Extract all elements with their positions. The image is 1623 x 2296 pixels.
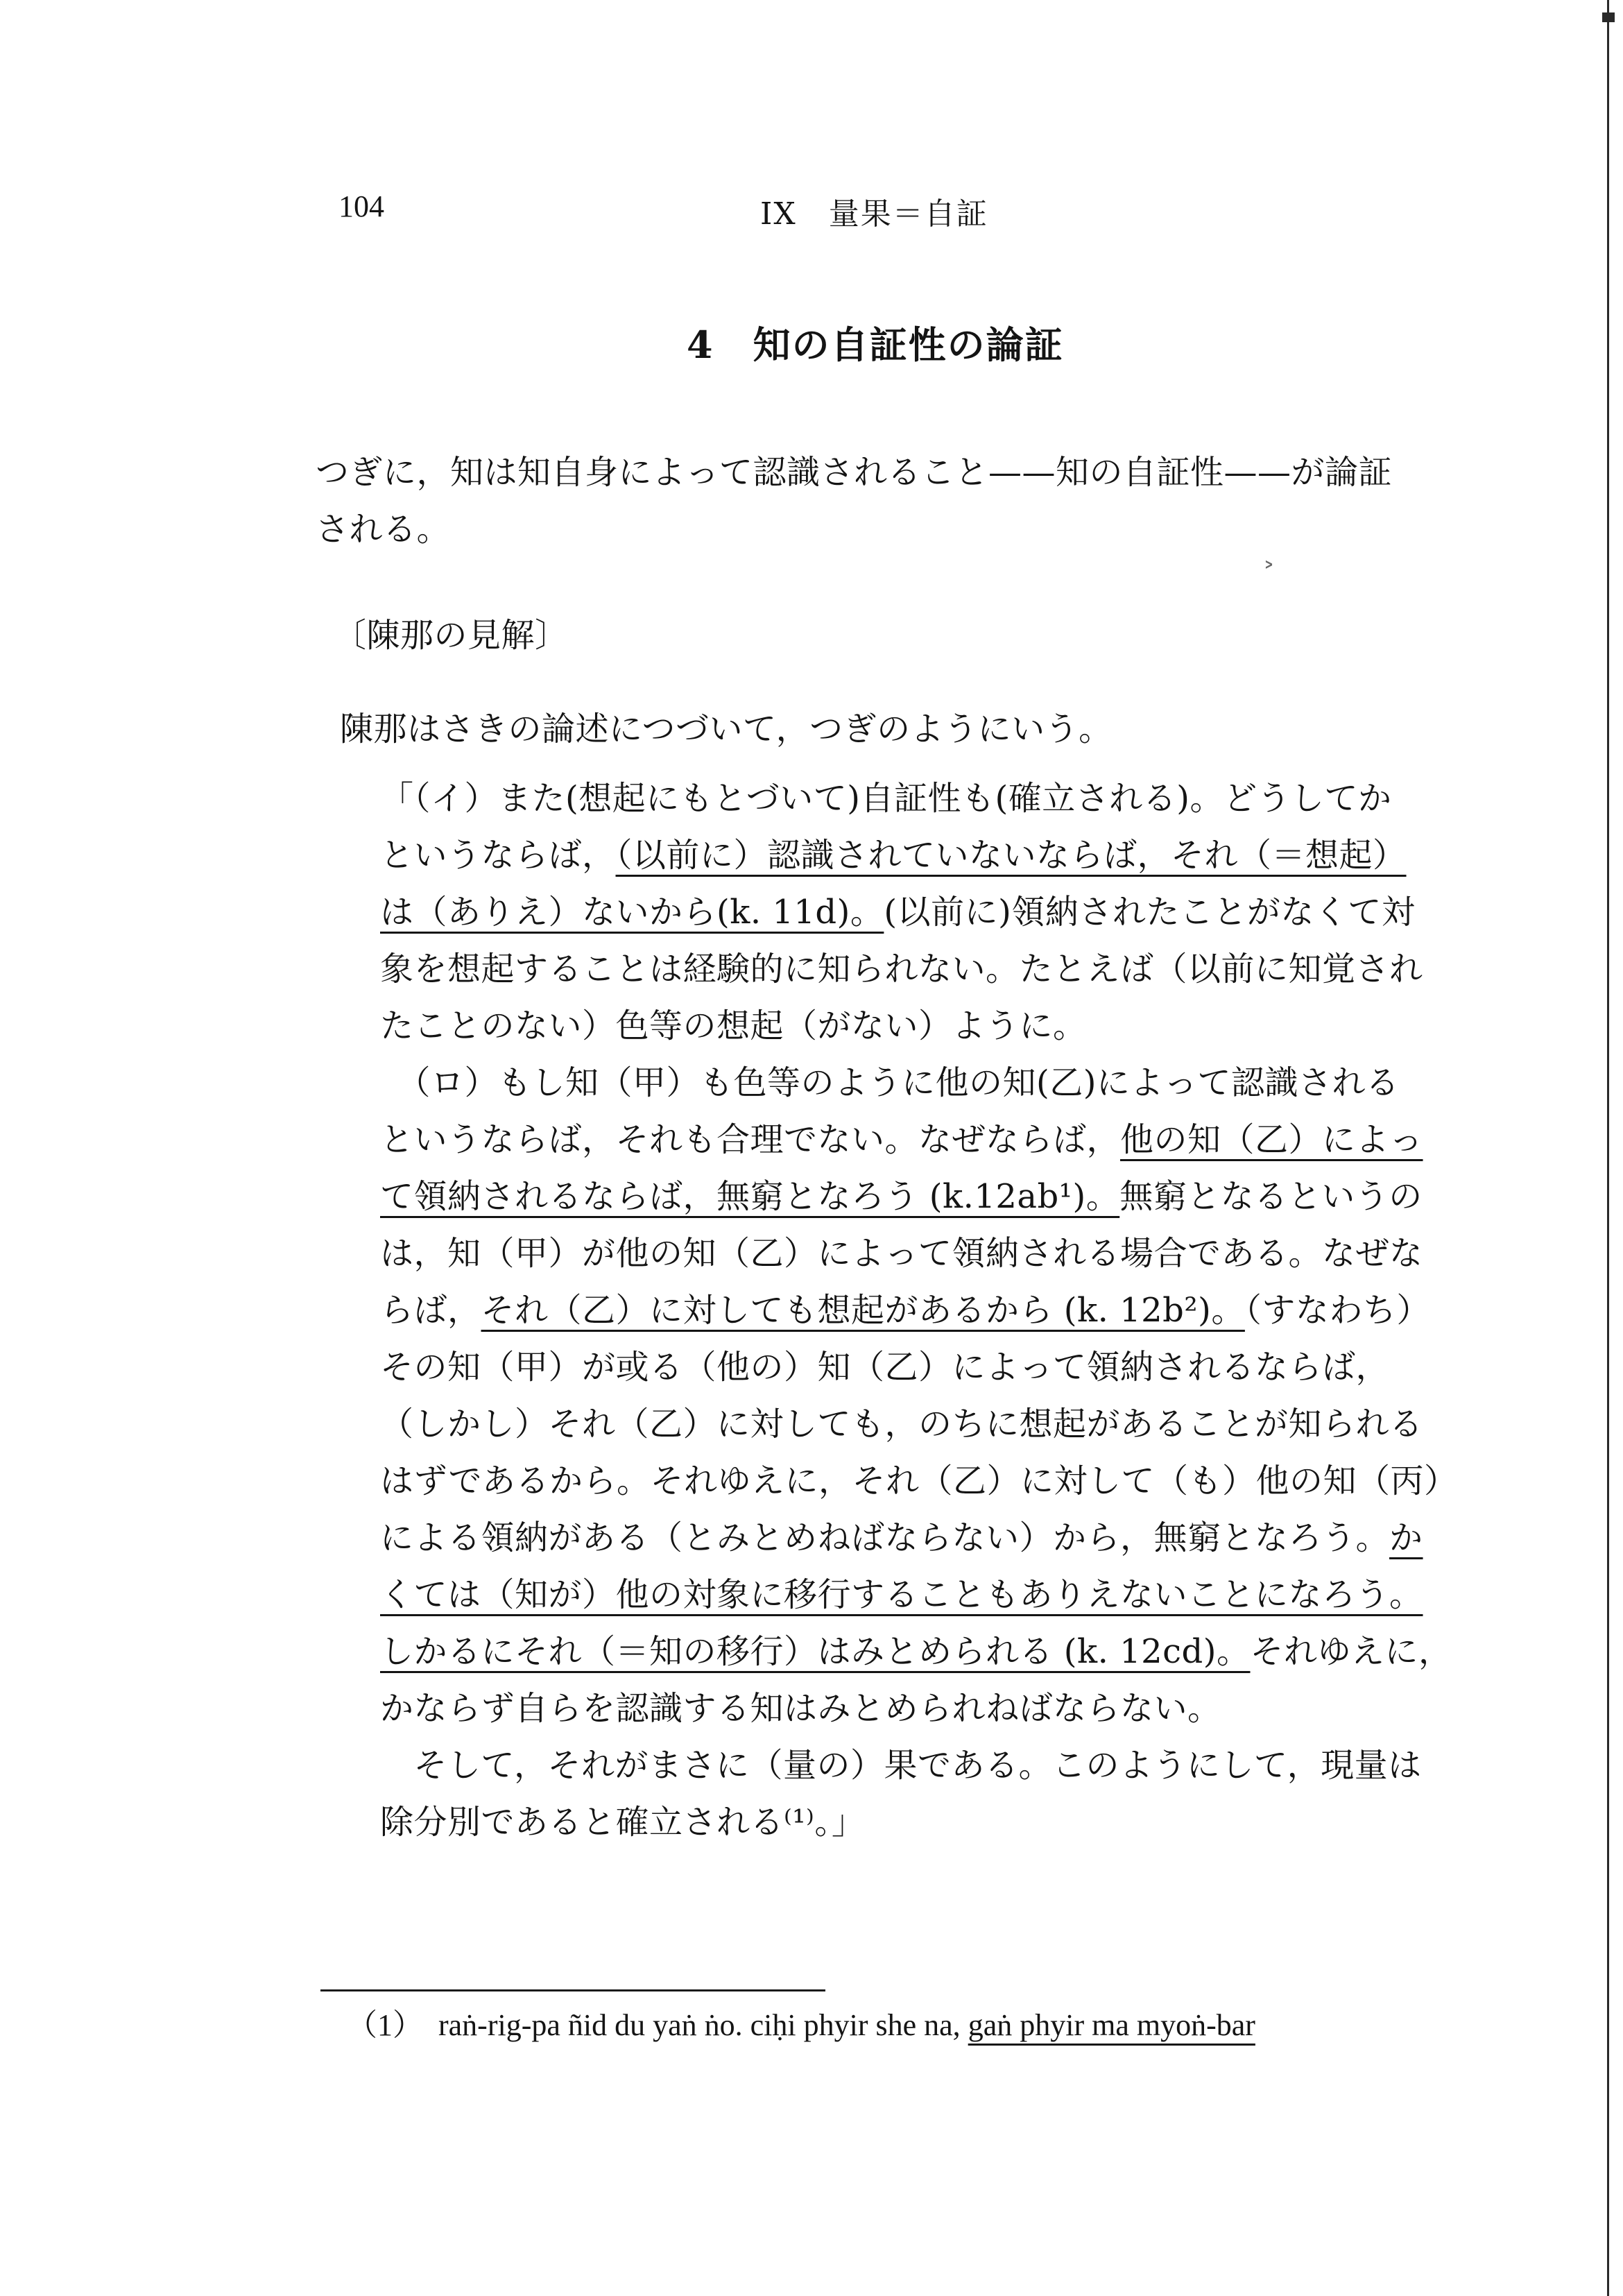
quote-line: かならず自らを認識する知はみとめられねばならない。: [380, 1689, 1221, 1728]
quotation-block: [380, 770, 1457, 1851]
quote-line: は，知（甲）が他の知（乙）によって領納される場合である。なぜな: [380, 1234, 1423, 1273]
quote-line: による領納がある（とみとめねばならない）から，無窮となろう。: [380, 1518, 1390, 1557]
footnote-separator: [320, 1989, 825, 1991]
running-head: [338, 189, 1434, 237]
quote-line: (以前に)領納されたことがなくて対: [884, 893, 1416, 932]
intro-paragraph: [316, 444, 1392, 558]
underlined-phrase: それ（乙）に対しても想起があるから (k. 12b²)。: [481, 1291, 1245, 1330]
quote-line: 象を想起することは経験的に知られない。たとえば（以前に知覚され: [380, 950, 1423, 988]
scan-edge-line: [1607, 0, 1609, 2296]
footnote-1: [347, 2001, 1255, 2050]
quote-line: というならば，それも合理でない。なぜならば，: [380, 1120, 1121, 1159]
intro-line: つぎに，知は知自身によって認識されること——知の自証性——が論証: [316, 453, 1393, 492]
chapter-title: IX 量果＝自証: [760, 196, 988, 232]
underlined-phrase: 他の知（乙）によっ: [1120, 1120, 1423, 1159]
quote-line: 除分別であると確立される⁽¹⁾。」: [380, 1803, 866, 1842]
quote-line: というならば，: [380, 836, 616, 875]
lead-sentence: 陳那はさきの論述につづいて，つぎのようにいう。: [340, 710, 1113, 748]
scan-edge-mark: [1602, 12, 1615, 22]
section-heading: 4 知の自証性の論証: [687, 323, 1064, 367]
quote-line: （ロ）もし知（甲）も色等のように他の知(乙)によって認識される: [380, 1063, 1400, 1102]
quote-line: （しかし）それ（乙）に対しても，のちに想起があることが知られる: [380, 1405, 1423, 1443]
underlined-phrase: しかるにそれ（＝知の移行）はみとめられる (k. 12cd)。: [380, 1632, 1251, 1671]
quote-line: それゆえに，: [1250, 1632, 1452, 1671]
subsection-label: 〔陳那の見解〕: [333, 616, 569, 655]
underlined-phrase: （以前に）認識されていないならば，それ（＝想起）: [615, 836, 1407, 875]
underlined-phrase: か: [1389, 1518, 1423, 1557]
footnote-text: （1） raṅ-rig-pa ñid du yaṅ ṅo. ciḥi phyir she na,: [347, 2008, 968, 2042]
underlined-phrase: て領納されるならば，無窮となろう (k.12ab¹)。: [380, 1177, 1120, 1216]
quote-line: たことのない）色等の想起（がない）ように。: [380, 1006, 1087, 1045]
quote-line: はずであるから。それゆえに，それ（乙）に対して（も）他の知（丙）: [380, 1462, 1458, 1500]
quote-line: そして，それがまさに（量の）果である。このようにして，現量は: [380, 1746, 1422, 1785]
stray-pencil-mark: ˃: [1262, 558, 1276, 589]
quote-line: らば，: [380, 1291, 481, 1330]
quote-line: （すなわち）: [1244, 1291, 1430, 1330]
quote-line: 無窮となるというの: [1119, 1177, 1423, 1216]
footnote-underlined-text: gaṅ phyir ma myoṅ-bar: [968, 2008, 1255, 2042]
underlined-phrase: は（ありえ）ないから(k. 11d)。: [380, 893, 884, 932]
quote-line: その知（甲）が或る（他の）知（乙）によって領納されるならば，: [380, 1348, 1390, 1387]
quote-line: 「（イ）また(想起にもとづいて)自証性も(確立される)。どうしてか: [380, 779, 1392, 818]
intro-line: される。: [316, 510, 451, 549]
page-number: 104: [338, 189, 384, 223]
underlined-phrase: くては（知が）他の対象に移行することもありえないことになろう。: [380, 1575, 1423, 1614]
